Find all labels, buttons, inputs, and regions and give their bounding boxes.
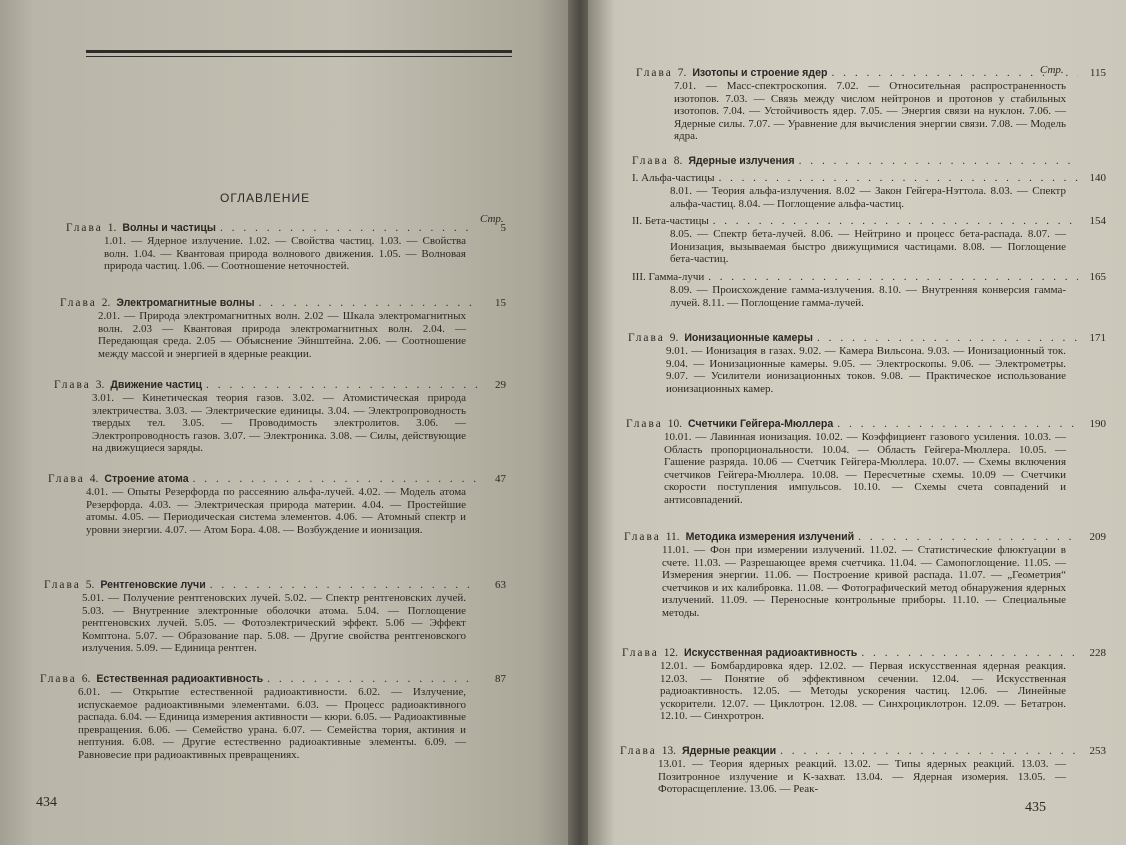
chapter-number: 1. <box>107 222 117 234</box>
chapter-title: Рентгеновские лучи <box>100 579 206 591</box>
dot-leader <box>259 296 479 310</box>
chapter-sections: 12.01. — Бомбардировка ядер. 12.02. — Первая искусственная ядерная реакция. 12.03. — Понятие об эффективном сечении. 12.04. — Искусственная радиоактивность. 12.05. — Методы ускорения частиц. 12.06. — Линейные ускорители. 12.07. — Циклотрон. 12.08. — Синхроциклотрон. 12.09. — Бетатрон. 12.10. — Синхротрон. <box>660 660 1066 723</box>
toc-entry <box>622 646 1106 723</box>
chapter-word: Глава <box>636 67 673 79</box>
chapter-page: 228 <box>1089 647 1106 659</box>
dot-leader <box>193 472 478 486</box>
toc-entry <box>624 530 1106 620</box>
chapter-number: 8. <box>673 155 683 167</box>
chapter-number: 11. <box>665 531 680 543</box>
dot-leader <box>837 417 1078 431</box>
toc-entry <box>620 744 1106 796</box>
chapter-word: Глава <box>626 418 663 430</box>
dot-leader <box>799 154 1078 168</box>
chapter-heading <box>66 221 506 235</box>
chapter-number: 5. <box>85 579 95 591</box>
header-rule-thin <box>86 56 512 57</box>
chapter-word: Глава <box>622 647 659 659</box>
subsection-sections: 8.05. — Спектр бета-лучей. 8.06. — Нейтрино и процесс бета-распада. 8.07. — Ионизация, вызываемая быстро движущимися частицами. 8.08. — Поглощение бета-частиц. <box>670 228 1066 266</box>
chapter-heading <box>60 296 506 310</box>
chapter-sections: 5.01. — Получение рентгеновских лучей. 5.02. — Спектр рентгеновских лучей. 5.03. — Внутренние электронные оболочки атома. 5.04. — Поглощение рентгеновских лучей. 5.05. — Фотоэлектрический эффект. 5.06 — Эффект Комптона. 5.07. — Образование пар. 5.08. — Другие свойства рентгеновского излучения. 5.09. — Единица рентген. <box>82 592 466 655</box>
chapter-sections: 1.01. — Ядерное излучение. 1.02. — Свойства частиц. 1.03. — Свойства волн. 1.04. — Квантовая природа волнового движения. 1.05. — Волновая природа частиц. 1.06. — Соотношение неточностей. <box>104 235 466 273</box>
page-column-label: Стр. <box>480 213 504 225</box>
chapter-number: 13. <box>661 745 677 757</box>
chapter-heading <box>40 672 506 686</box>
subsection-page: 140 <box>1089 172 1106 184</box>
chapter-word: Глава <box>628 332 665 344</box>
dot-leader <box>831 66 1078 80</box>
dot-leader <box>780 744 1078 758</box>
chapter-title: Счетчики Гейгера-Мюллера <box>688 418 834 430</box>
toc-entry <box>66 221 506 273</box>
chapter-page: 253 <box>1089 745 1106 757</box>
subsection-label: III. Гамма-лучи <box>632 270 705 283</box>
chapter-sections: 6.01. — Открытие естественной радиоактивности. 6.02. — Излучение, испускаемое радиоактивными элементами. 6.03. — Процесс радиоактивного распада. 6.04. — Единица измерения активности — кюри. 6.05. — Радиоактивные превращения. 6.06. — Семейство урана. 6.07. — Семейства тория, актиния и нептуния. 6.08. — Другие естественно радиоактивные элементы. 6.09. — Равновесие при радиоактивных превращениях. <box>78 686 466 761</box>
chapter-heading <box>620 744 1106 758</box>
toc-entry <box>40 672 506 762</box>
chapter-page: 15 <box>495 297 506 309</box>
dot-leader <box>719 172 1078 185</box>
page-number: 435 <box>1025 800 1046 815</box>
chapter-number: 12. <box>663 647 679 659</box>
chapter-number: 7. <box>677 67 687 79</box>
chapter-sections: 2.01. — Природа электромагнитных волн. 2.02 — Шкала электромагнитных волн. 2.03 — Квантовая природа электромагнитных волн. 2.04. — Передающая среда. 2.05 — Объяснение Эйнштейна. 2.06. — Соотношение между массой и энергией в ядерные реакции. <box>98 310 466 360</box>
chapter-title: Ядерные реакции <box>682 745 777 757</box>
chapter-number: 2. <box>101 297 111 309</box>
dot-leader <box>206 378 478 392</box>
chapter-word: Глава <box>620 745 657 757</box>
dot-leader <box>861 646 1078 660</box>
chapter-page: 29 <box>495 379 506 391</box>
chapter-page: 209 <box>1089 531 1106 543</box>
chapter-page: 87 <box>495 673 506 685</box>
subsection-page: 154 <box>1089 215 1106 228</box>
subsection-page: 165 <box>1089 270 1106 283</box>
subsection-heading <box>632 215 1106 228</box>
chapter-word: Глава <box>66 222 103 234</box>
chapter-heading <box>632 154 1106 168</box>
chapter-heading <box>622 646 1106 660</box>
chapter-sections: 11.01. — Фон при измерении излучений. 11.02. — Статистические флюктуации в счете. 11.03. — Разрешающее время счетчика. 11.04. — Самопоглощение. 11.05. — Измерения энергии. 11.06. — Построение кривой распада. 11.07. — „Геометрия“ счетчиков и их калибровка. 11.08. — Фотографический метод обнаружения ядерных излучений. 11.09. — Переносные контрольные приборы. 11.10. — Специальные методы. <box>662 544 1066 619</box>
subsection-heading <box>632 271 1106 284</box>
dot-leader <box>817 331 1078 345</box>
subsection-heading <box>632 172 1106 185</box>
chapter-word: Глава <box>44 579 81 591</box>
toc-entry <box>636 66 1106 143</box>
chapter-sections: 10.01. — Лавинная ионизация. 10.02. — Коэффициент газового усиления. 10.03. — Область пропорциональности. 10.04. — Область Гейгера-Мюллера. 10.05. — Гашение разряда. 10.06 — Счетчик Гейгера-Мюллера. 10.07. — Схемы включения счетчиков Гейгера-Мюллера. 10.08. — Пересчетные схемы. 10.09 — Счетчики скорости поступления импульсов. 10.10. — Схемы счета совпадений и антисовпадений. <box>664 431 1066 506</box>
chapter-heading <box>636 66 1106 80</box>
chapter-title: Электромагнитные волны <box>116 297 255 309</box>
chapter-number: 3. <box>95 379 105 391</box>
dot-leader <box>267 672 478 686</box>
toc-title: ОГЛАВЛЕНИЕ <box>220 191 311 205</box>
chapter-number: 10. <box>667 418 683 430</box>
toc-entry <box>626 417 1106 507</box>
chapter-heading <box>624 530 1106 544</box>
header-rule <box>86 50 512 53</box>
chapter-heading <box>54 378 506 392</box>
subsection-sections: 8.09. — Происхождение гамма-излучения. 8.10. — Внутренняя конверсия гамма-лучей. 8.11. — Поглощение гамма-лучей. <box>670 283 1066 309</box>
chapter-heading <box>628 331 1106 345</box>
toc-entry <box>60 296 506 360</box>
chapter-word: Глава <box>48 473 85 485</box>
chapter-heading <box>44 578 506 592</box>
chapter-title: Искусственная радиоактивность <box>684 647 858 659</box>
chapter-title: Движение частиц <box>110 379 203 391</box>
subsection-label: I. Альфа-частицы <box>632 172 715 184</box>
chapter-page: 5 <box>500 222 506 234</box>
toc-entry <box>632 154 1106 309</box>
dot-leader <box>858 530 1078 544</box>
dot-leader <box>220 221 478 235</box>
toc-entry <box>44 578 506 655</box>
chapter-page: 171 <box>1089 332 1106 344</box>
chapter-word: Глава <box>60 297 97 309</box>
toc-entry <box>54 378 506 455</box>
chapter-title: Естественная радиоактивность <box>96 673 264 685</box>
chapter-page: 115 <box>1089 67 1106 79</box>
chapter-title: Ионизационные камеры <box>684 332 813 344</box>
chapter-page: 190 <box>1089 418 1106 430</box>
chapter-page: 47 <box>495 473 506 485</box>
chapter-heading <box>626 417 1106 431</box>
dot-leader <box>210 578 478 592</box>
toc-entry <box>48 472 506 536</box>
chapter-number: 9. <box>669 332 679 344</box>
page-column-label: Стр. <box>1040 64 1064 76</box>
chapter-title: Строение атома <box>104 473 189 485</box>
chapter-heading <box>48 472 506 486</box>
chapter-sections: 4.01. — Опыты Резерфорда по рассеянию альфа-лучей. 4.02. — Модель атома Резерфорда. 4.03. — Электрическая природа материи. 4.04. — Простейшие атомы. 4.05. — Периодическая система элементов. 4.06. — Атомный спектр и уровни энергии. 4.07. — Атом Бора. 4.08. — Возбуждение и ионизация. <box>86 486 466 536</box>
dot-leader <box>713 215 1078 228</box>
chapter-sections: 13.01. — Теория ядерных реакций. 13.02. — Типы ядерных реакций. 13.03. — Позитронное излучение и K-захват. 13.04. — Ядерная изомерия. 13.05. — Фоторасщепление. 13.06. — Реак- <box>658 758 1066 796</box>
chapter-title: Методика измерения излучений <box>685 531 855 543</box>
chapter-word: Глава <box>632 155 669 167</box>
chapter-sections: 7.01. — Масс-спектроскопия. 7.02. — Относительная распространенность изотопов. 7.03. — Связь между числом нейтронов и протонов у стабильных изотопов. 7.04. — Устойчивость ядер. 7.05. — Энергия связи на нуклон. 7.06. — Ядерные силы. 7.07. — Уравнение для вычисления энергии связи. 7.08. — Модель ядра. <box>674 80 1066 143</box>
chapter-page: 63 <box>495 579 506 591</box>
chapter-title: Волны и частицы <box>122 222 216 234</box>
subsection-label: II. Бета-частицы <box>632 215 709 228</box>
dot-leader <box>708 271 1078 284</box>
chapter-number: 6. <box>81 673 91 685</box>
chapter-sections: 3.01. — Кинетическая теория газов. 3.02. — Атомистическая природа электричества. 3.03. — Электрические единицы. 3.04. — Электропроводность твердых тел. 3.05. — Проводимость электролитов. 3.06. — Электропроводность газов. 3.07. — Электроника. 3.08. — Силы, действующие на движущиеся заряды. <box>92 392 466 455</box>
chapter-word: Глава <box>40 673 77 685</box>
chapter-word: Глава <box>54 379 91 391</box>
toc-entry <box>628 331 1106 395</box>
chapter-sections: 9.01. — Ионизация в газах. 9.02. — Камера Вильсона. 9.03. — Ионизационный ток. 9.04. — Ионизационные камеры. 9.05. — Электроскопы. 9.06. — Электрометры. 9.07. — Усилители ионизационных токов. 9.08. — Практическое использование ионизационных камер. <box>666 345 1066 395</box>
subsection-sections: 8.01. — Теория альфа-излучения. 8.02 — Закон Гейгера-Нэттола. 8.03. — Спектр альфа-частиц. 8.04. — Поглощение альфа-частиц. <box>670 185 1066 210</box>
chapter-title: Изотопы и строение ядер <box>692 67 828 79</box>
right-page <box>588 0 1126 845</box>
chapter-title: Ядерные излучения <box>688 155 795 167</box>
page-number: 434 <box>36 795 57 810</box>
chapter-word: Глава <box>624 531 661 543</box>
chapter-number: 4. <box>89 473 99 485</box>
